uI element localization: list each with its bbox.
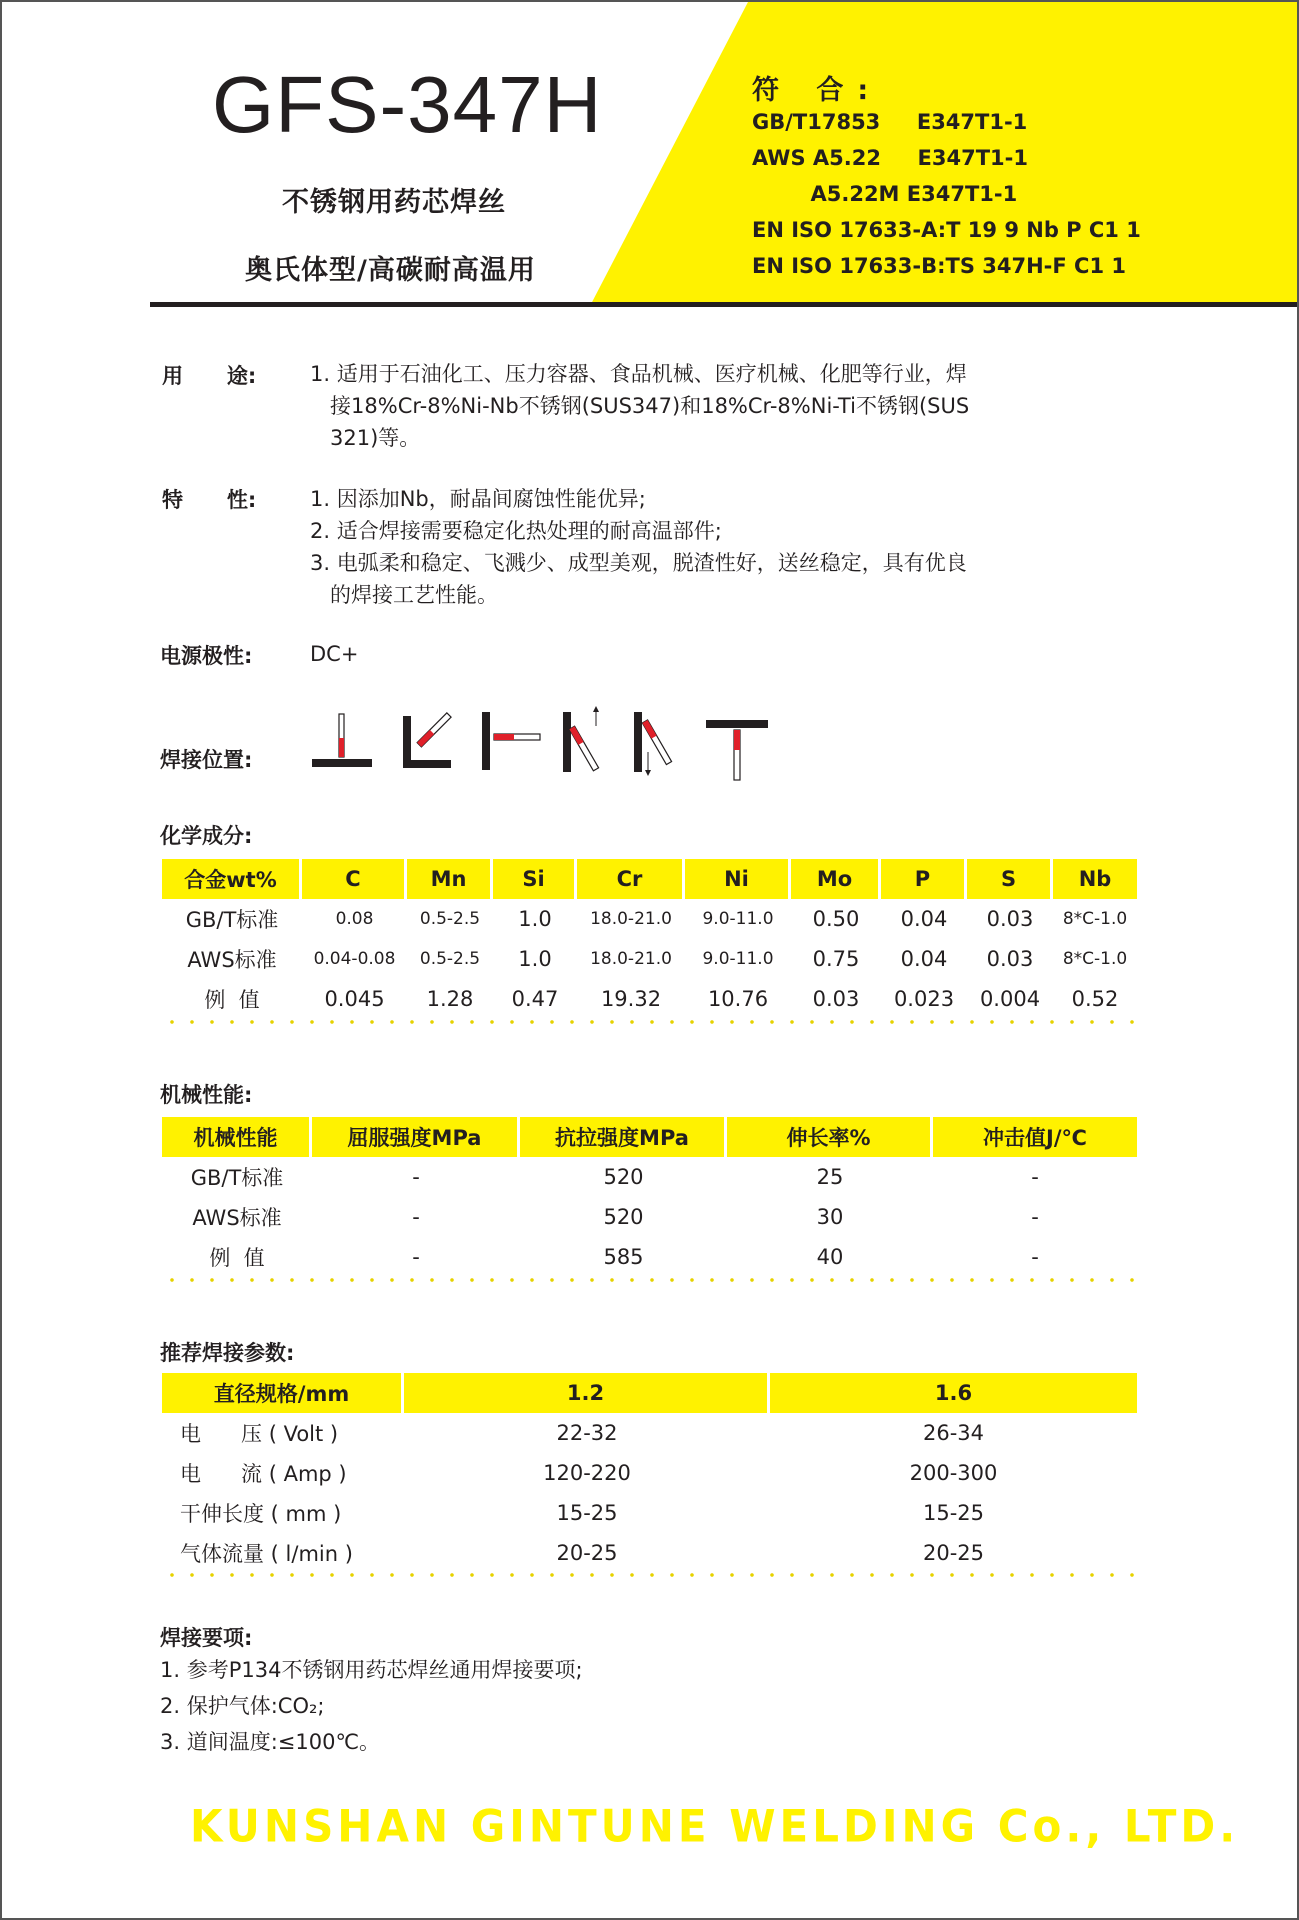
- feature-line: 2. 适合焊接需要稳定化热处理的耐高温部件;: [310, 519, 722, 543]
- features-label: 特 性:: [162, 488, 257, 512]
- params-cell: 电 流 ( Amp ): [180, 1462, 347, 1486]
- mechanical-cell: 例 值: [209, 1246, 265, 1270]
- note-line: 1. 参考P134不锈钢用药芯焊丝通用焊接要项;: [160, 1658, 583, 1682]
- params-header-cell: 1.2: [404, 1373, 770, 1413]
- params-cell: 22-32: [556, 1421, 618, 1445]
- chemical-cell: 1.0: [518, 947, 552, 971]
- chemical-header-cell: Ni: [685, 859, 791, 899]
- mechanical-row: [162, 1157, 1137, 1197]
- mechanical-header-cell: 伸长率%: [727, 1117, 933, 1157]
- product-category: 不锈钢用药芯焊丝: [282, 187, 506, 218]
- chemical-cell: 0.5-2.5: [419, 949, 481, 969]
- chemical-header-cell: Cr: [577, 859, 685, 899]
- standard-line: A5.22M E347T1-1: [752, 182, 1018, 206]
- chemical-cell: 18.0-21.0: [590, 949, 672, 969]
- standards-heading: 符 合:: [752, 75, 883, 106]
- params-cell: 200-300: [909, 1461, 998, 1485]
- chemical-cell: 1.28: [426, 987, 474, 1011]
- mechanical-cell: GB/T标准: [190, 1166, 284, 1190]
- polarity-value: DC+: [310, 642, 359, 666]
- note-line: 3. 道间温度:≤100℃。: [160, 1730, 381, 1754]
- mechanical-title: 机械性能:: [160, 1083, 253, 1107]
- params-title: 推荐焊接参数:: [160, 1341, 295, 1365]
- chemical-cell: AWS标准: [187, 948, 277, 972]
- welding-positions-diagram: [308, 704, 778, 784]
- mechanical-cell: 585: [603, 1245, 644, 1269]
- product-title: GFS-347H: [212, 60, 603, 149]
- usage-line: 1. 适用于石油化工、压力容器、食品机械、医疗机械、化肥等行业，焊: [310, 362, 967, 386]
- flat-position-icon: [312, 714, 372, 767]
- chemical-cell: 8*C-1.0: [1062, 949, 1128, 969]
- mechanical-cell: 30: [816, 1205, 844, 1229]
- chemical-header-cell: Mo: [791, 859, 881, 899]
- params-table: [162, 1373, 1137, 1573]
- chemical-cell: 0.75: [812, 947, 860, 971]
- polarity-label: 电源极性:: [160, 644, 253, 668]
- mechanical-table: [162, 1117, 1137, 1277]
- params-row: [162, 1493, 1137, 1533]
- chemical-row: [162, 899, 1137, 939]
- params-row: [162, 1413, 1137, 1453]
- chemical-cell: 0.03: [986, 947, 1034, 971]
- chemical-header-cell: P: [881, 859, 967, 899]
- vertical-down-icon: [634, 712, 672, 776]
- mechanical-cell: -: [412, 1165, 420, 1189]
- mechanical-cell: -: [412, 1245, 420, 1269]
- chemical-table: [162, 859, 1137, 1019]
- vertical-up-icon: [563, 706, 599, 772]
- chemical-cell: 0.47: [511, 987, 559, 1011]
- standard-line: AWS A5.22 E347T1-1: [752, 146, 1028, 170]
- chemical-header-cell: S: [967, 859, 1053, 899]
- chemical-cell: 9.0-11.0: [702, 949, 774, 969]
- chemical-cell: 例 值: [204, 988, 260, 1012]
- params-cell: 干伸长度 ( mm ): [180, 1502, 342, 1526]
- positions-label: 焊接位置:: [160, 748, 253, 772]
- params-cell: 15-25: [556, 1501, 618, 1525]
- chemical-cell: 9.0-11.0: [702, 909, 774, 929]
- overhead-position-icon: [706, 720, 768, 780]
- dotted-divider: [162, 1572, 1137, 1578]
- chemical-cell: 0.045: [324, 987, 385, 1011]
- mechanical-cell: 40: [816, 1245, 844, 1269]
- chemical-header-cell: Si: [493, 859, 577, 899]
- chemical-cell: 0.5-2.5: [419, 909, 481, 929]
- params-header-cell: 直径规格/mm: [162, 1373, 404, 1413]
- chemical-cell: 0.04: [900, 947, 948, 971]
- feature-line: 3. 电弧柔和稳定、飞溅少、成型美观，脱渣性好，送丝稳定，具有优良: [310, 551, 967, 575]
- chemical-cell: 18.0-21.0: [590, 909, 672, 929]
- chemical-cell: 0.03: [986, 907, 1034, 931]
- params-cell: 电 压 ( Volt ): [180, 1422, 339, 1446]
- chemical-title: 化学成分:: [160, 824, 253, 848]
- mechanical-cell: -: [1031, 1165, 1039, 1189]
- mechanical-header-cell: 机械性能: [162, 1117, 312, 1157]
- chemical-cell: 10.76: [707, 987, 769, 1011]
- mechanical-cell: -: [1031, 1245, 1039, 1269]
- mechanical-header-cell: 冲击值J/℃: [933, 1117, 1137, 1157]
- chemical-cell: 1.0: [518, 907, 552, 931]
- chemical-cell: 0.08: [335, 909, 374, 929]
- params-cell: 20-25: [556, 1541, 618, 1565]
- params-cell: 20-25: [922, 1541, 985, 1565]
- usage-line: 321)等。: [310, 426, 421, 450]
- mechanical-header-cell: 屈服强度MPa: [312, 1117, 520, 1157]
- params-row: [162, 1533, 1137, 1573]
- chemical-header-cell: C: [302, 859, 407, 899]
- dotted-divider: [162, 1019, 1137, 1025]
- standard-line: EN ISO 17633-B:TS 347H-F C1 1: [752, 254, 1127, 278]
- params-row: [162, 1453, 1137, 1493]
- mechanical-cell: 520: [603, 1205, 644, 1229]
- feature-line: 的焊接工艺性能。: [310, 583, 499, 607]
- chemical-row: [162, 939, 1137, 979]
- mechanical-row: [162, 1197, 1137, 1237]
- company-name: KUNSHAN GINTUNE WELDING Co., LTD.: [190, 1800, 1240, 1853]
- usage-line: 接18%Cr-8%Ni-Nb不锈钢(SUS347)和18%Cr-8%Ni-Ti不锈钢(SUS: [310, 394, 970, 418]
- chemical-header-row: [162, 859, 1137, 899]
- dotted-divider: [162, 1277, 1137, 1283]
- mechanical-cell: 25: [816, 1165, 844, 1189]
- feature-line: 1. 因添加Nb，耐晶间腐蚀性能优异;: [310, 487, 646, 511]
- params-cell: 26-34: [922, 1421, 985, 1445]
- params-header-cell: 1.6: [770, 1373, 1137, 1413]
- chemical-cell: 0.50: [812, 907, 860, 931]
- chemical-cell: 0.04-0.08: [313, 949, 396, 969]
- params-header-row: [162, 1373, 1137, 1413]
- horizontal-position-icon: [482, 712, 540, 770]
- horizontal-fillet-icon: [403, 713, 451, 768]
- chemical-header-cell: Nb: [1053, 859, 1137, 899]
- mechanical-cell: AWS标准: [192, 1206, 282, 1230]
- chemical-cell: 0.023: [893, 987, 955, 1011]
- chemical-cell: 0.004: [979, 987, 1041, 1011]
- notes-title: 焊接要项:: [160, 1626, 253, 1650]
- note-line: 2. 保护气体:CO₂;: [160, 1694, 325, 1718]
- params-cell: 15-25: [922, 1501, 985, 1525]
- header-divider: [150, 302, 1299, 307]
- chemical-header-cell: Mn: [407, 859, 493, 899]
- chemical-cell: GB/T标准: [185, 908, 279, 932]
- mechanical-row: [162, 1237, 1137, 1277]
- standard-line: GB/T17853 E347T1-1: [752, 110, 1028, 134]
- mechanical-header-cell: 抗拉强度MPa: [520, 1117, 727, 1157]
- params-cell: 气体流量 ( l/min ): [180, 1542, 353, 1566]
- product-type: 奥氏体型/高碳耐高温用: [245, 255, 536, 286]
- chemical-cell: 19.32: [600, 987, 662, 1011]
- chemical-cell: 8*C-1.0: [1062, 909, 1128, 929]
- params-cell: 120-220: [543, 1461, 631, 1485]
- chemical-cell: 0.52: [1071, 987, 1119, 1011]
- mechanical-header-row: [162, 1117, 1137, 1157]
- mechanical-cell: -: [412, 1205, 420, 1229]
- standard-line: EN ISO 17633-A:T 19 9 Nb P C1 1: [752, 218, 1141, 242]
- chemical-cell: 0.04: [900, 907, 948, 931]
- chemical-cell: 0.03: [812, 987, 860, 1011]
- mechanical-cell: -: [1031, 1205, 1039, 1229]
- usage-label: 用 途:: [162, 364, 257, 388]
- chemical-row: [162, 979, 1137, 1019]
- chemical-header-cell: 合金wt%: [162, 859, 302, 899]
- mechanical-cell: 520: [603, 1165, 644, 1189]
